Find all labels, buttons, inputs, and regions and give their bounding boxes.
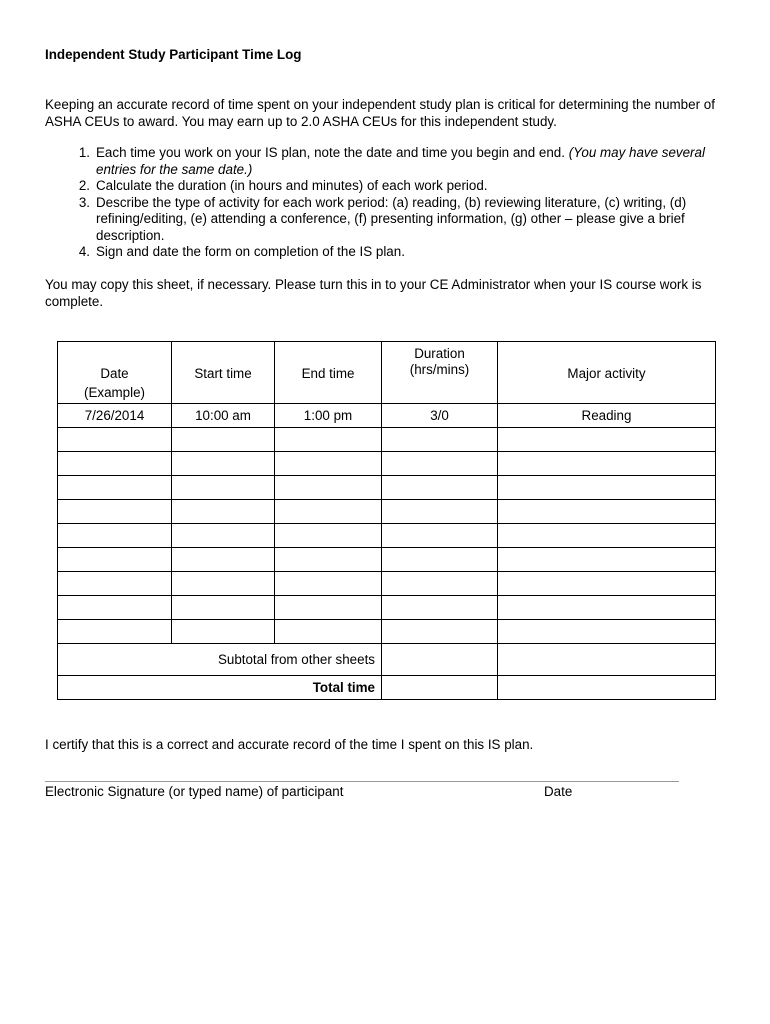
activity-cell[interactable] bbox=[498, 452, 716, 476]
header-end-time: End time bbox=[275, 342, 382, 383]
signature-line[interactable] bbox=[45, 781, 679, 782]
date-cell[interactable] bbox=[58, 620, 172, 644]
start-time-cell[interactable] bbox=[172, 452, 275, 476]
instruction-number: 4. bbox=[78, 244, 90, 259]
header-date: Date bbox=[58, 342, 172, 383]
duration-cell[interactable] bbox=[382, 452, 498, 476]
total-label: Total time bbox=[58, 676, 382, 700]
certification-statement: I certify that this is a correct and accurate record of the time I spent on this IS plan. bbox=[45, 737, 534, 752]
instruction-item bbox=[55, 178, 735, 195]
activity-cell[interactable] bbox=[498, 548, 716, 572]
duration-cell[interactable] bbox=[382, 500, 498, 524]
date-label: Date bbox=[544, 784, 573, 799]
start-time-cell[interactable] bbox=[172, 620, 275, 644]
instruction-text: Describe the type of activity for each work period: (a) reading, (b) reviewing literature, (c) writing, (d) refining/editing, (e) attending a conference, (f) presenting information, (g) other – please give a brief description. bbox=[96, 194, 687, 243]
duration-cell[interactable] bbox=[382, 620, 498, 644]
header-duration-unit: (hrs/mins) bbox=[409, 362, 470, 377]
table-row bbox=[58, 548, 716, 572]
total-duration-cell[interactable] bbox=[382, 676, 498, 700]
table-row bbox=[58, 596, 716, 620]
instruction-number: 1. bbox=[78, 145, 90, 160]
subtotal-row bbox=[58, 644, 716, 676]
date-cell[interactable] bbox=[58, 500, 172, 524]
start-time-cell[interactable] bbox=[172, 476, 275, 500]
header-start-time: Start time bbox=[172, 342, 275, 383]
table-row bbox=[58, 524, 716, 548]
example-label: (Example) bbox=[58, 382, 172, 404]
activity-cell[interactable] bbox=[498, 500, 716, 524]
end-time-cell[interactable] bbox=[275, 452, 382, 476]
signature-label: Electronic Signature (or typed name) of participant bbox=[45, 784, 344, 799]
start-time-cell[interactable] bbox=[172, 428, 275, 452]
activity-cell[interactable] bbox=[498, 572, 716, 596]
instruction-text: Sign and date the form on completion of the IS plan. bbox=[96, 244, 405, 259]
end-time-cell[interactable] bbox=[275, 524, 382, 548]
activity-cell[interactable] bbox=[498, 596, 716, 620]
start-time-cell[interactable] bbox=[172, 524, 275, 548]
example-activity: Reading bbox=[498, 404, 716, 428]
duration-cell[interactable] bbox=[382, 476, 498, 500]
date-cell[interactable] bbox=[58, 572, 172, 596]
instruction-item bbox=[55, 145, 735, 178]
end-time-cell[interactable] bbox=[275, 572, 382, 596]
header-duration bbox=[382, 342, 498, 383]
subtotal-label: Subtotal from other sheets bbox=[58, 644, 382, 676]
instruction-number: 3. bbox=[78, 194, 90, 210]
instruction-item bbox=[55, 195, 735, 245]
page-title: Independent Study Participant Time Log bbox=[45, 47, 302, 62]
table-row bbox=[58, 428, 716, 452]
date-cell[interactable] bbox=[58, 596, 172, 620]
end-time-cell[interactable] bbox=[275, 620, 382, 644]
start-time-cell[interactable] bbox=[172, 596, 275, 620]
example-label-row bbox=[58, 382, 716, 404]
date-cell[interactable] bbox=[58, 476, 172, 500]
example-date: 7/26/2014 bbox=[58, 404, 172, 428]
instruction-text: Each time you work on your IS plan, note the date and time you begin and end. bbox=[96, 145, 565, 160]
end-time-cell[interactable] bbox=[275, 548, 382, 572]
table-row bbox=[58, 572, 716, 596]
date-cell[interactable] bbox=[58, 452, 172, 476]
copy-note: You may copy this sheet, if necessary. Please turn this in to your CE Administrator when your IS course work is complete. bbox=[45, 277, 702, 309]
instruction-note: (You may have several entries for the same date.) bbox=[96, 145, 705, 177]
duration-cell[interactable] bbox=[382, 572, 498, 596]
date-cell[interactable] bbox=[58, 548, 172, 572]
example-row bbox=[58, 404, 716, 428]
duration-cell[interactable] bbox=[382, 524, 498, 548]
time-log-table bbox=[57, 341, 716, 700]
subtotal-activity-cell[interactable] bbox=[498, 644, 716, 676]
start-time-cell[interactable] bbox=[172, 548, 275, 572]
date-cell[interactable] bbox=[58, 428, 172, 452]
date-cell[interactable] bbox=[58, 524, 172, 548]
table-row bbox=[58, 500, 716, 524]
activity-cell[interactable] bbox=[498, 476, 716, 500]
duration-cell[interactable] bbox=[382, 428, 498, 452]
table-cell[interactable] bbox=[275, 382, 382, 404]
example-end-time: 1:00 pm bbox=[275, 404, 382, 428]
duration-cell[interactable] bbox=[382, 548, 498, 572]
end-time-cell[interactable] bbox=[275, 476, 382, 500]
end-time-cell[interactable] bbox=[275, 596, 382, 620]
header-major-activity: Major activity bbox=[498, 342, 716, 383]
start-time-cell[interactable] bbox=[172, 572, 275, 596]
table-row bbox=[58, 620, 716, 644]
table-cell[interactable] bbox=[172, 382, 275, 404]
activity-cell[interactable] bbox=[498, 428, 716, 452]
table-header-row bbox=[58, 342, 716, 383]
header-duration-label: Duration bbox=[414, 346, 465, 361]
intro-paragraph: Keeping an accurate record of time spent on your independent study plan is critical for determining the number of ASHA CEUs to award. You may earn up to 2.0 ASHA CEUs for this independent study. bbox=[45, 97, 715, 129]
table-row bbox=[58, 476, 716, 500]
table-cell[interactable] bbox=[498, 382, 716, 404]
start-time-cell[interactable] bbox=[172, 500, 275, 524]
end-time-cell[interactable] bbox=[275, 428, 382, 452]
total-activity-cell[interactable] bbox=[498, 676, 716, 700]
total-row bbox=[58, 676, 716, 700]
instruction-number: 2. bbox=[78, 178, 90, 193]
activity-cell[interactable] bbox=[498, 524, 716, 548]
example-duration: 3/0 bbox=[382, 404, 498, 428]
duration-cell[interactable] bbox=[382, 596, 498, 620]
table-row bbox=[58, 452, 716, 476]
table-cell[interactable] bbox=[382, 382, 498, 404]
instruction-list bbox=[55, 145, 735, 261]
instruction-item bbox=[55, 244, 735, 261]
end-time-cell[interactable] bbox=[275, 500, 382, 524]
activity-cell[interactable] bbox=[498, 620, 716, 644]
example-start-time: 10:00 am bbox=[172, 404, 275, 428]
subtotal-duration-cell[interactable] bbox=[382, 644, 498, 676]
instruction-text: Calculate the duration (in hours and minutes) of each work period. bbox=[96, 178, 488, 193]
